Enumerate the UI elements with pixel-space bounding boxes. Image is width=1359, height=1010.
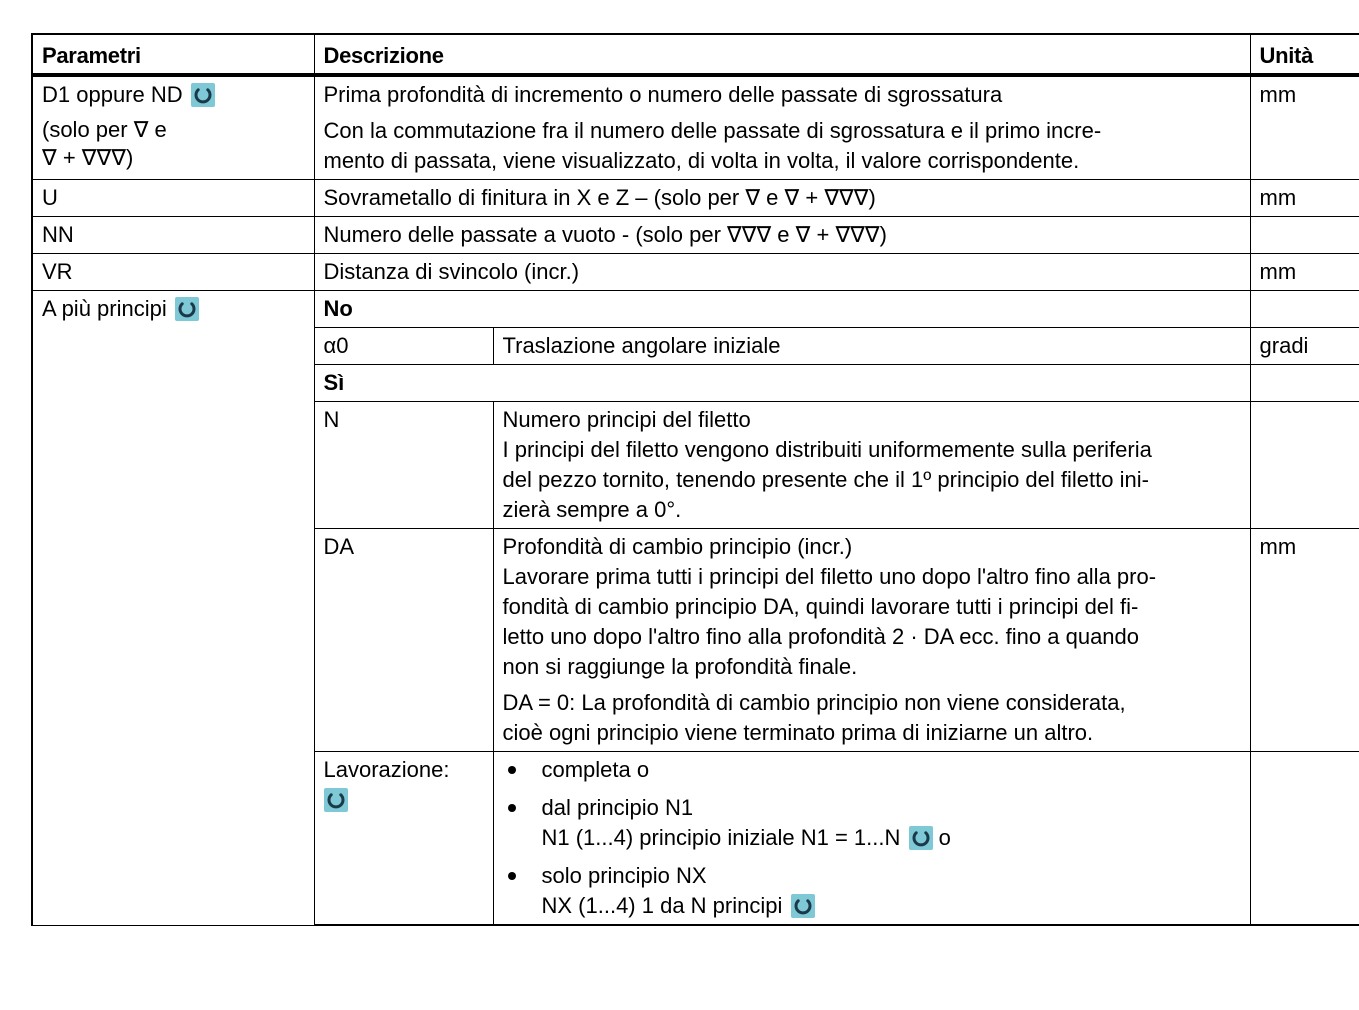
unit-cell-multi-si (1250, 365, 1359, 402)
desc-da-line3: fondità di cambio principio DA, quindi lavorare tutti i principi del fi- (502, 594, 1139, 619)
option-dal-principio-detail: N1 (1...4) principio iniziale N1 = 1...N (541, 825, 901, 850)
option-solo-principio: solo principio NX (541, 863, 707, 888)
desc-cell-vr: Distanza di svincolo (incr.) (314, 254, 1250, 291)
table-header-row (32, 34, 1359, 75)
unit-cell-nn (1250, 217, 1359, 254)
table-row-vr (32, 254, 1359, 291)
param-cell-nn: NN (32, 217, 314, 254)
param-note-d1-line1: (solo per ∇ e (42, 117, 167, 142)
toggle-select-icon (324, 788, 348, 812)
table-row-nn (32, 217, 1359, 254)
desc-da-line5: non si raggiunge la profondità finale. (502, 654, 858, 679)
desc-d1-line2a: Con la commutazione fra il numero delle passate di sgrossatura e il primo incre- (323, 118, 1102, 143)
param-name-lavorazione: Lavorazione: (323, 757, 450, 782)
table-row-d1 (32, 75, 1359, 180)
desc-n-line3: del pezzo tornito, tenendo presente che il 1º principio del filetto ini- (502, 467, 1149, 492)
toggle-select-icon (191, 83, 215, 107)
desc-cell-lavorazione (493, 752, 1250, 926)
desc-da-line4: letto uno dopo l'altro fino alla profondità 2 · DA ecc. fino a quando (502, 624, 1140, 649)
toggle-select-icon (791, 894, 815, 918)
param-cell-vr: VR (32, 254, 314, 291)
desc-da-line2: Lavorare prima tutti i principi del filetto uno dopo l'altro fino alla pro- (502, 564, 1157, 589)
option-dal-principio: dal principio N1 (541, 795, 694, 820)
desc-cell-u: Sovrametallo di finitura in X e Z – (solo per ∇ e ∇ + ∇∇∇) (314, 180, 1250, 217)
desc-cell-da (493, 529, 1250, 752)
param-name-d1: D1 oppure ND (42, 82, 183, 107)
table-row-multi-no (32, 291, 1359, 328)
param-cell-multi (32, 291, 314, 926)
unit-cell-multi-no (1250, 291, 1359, 328)
unit-cell-vr: mm (1250, 254, 1359, 291)
header-descrizione: Descrizione (314, 34, 1250, 75)
desc-cell-alpha0: Traslazione angolare iniziale (493, 328, 1250, 365)
header-unita: Unità (1250, 34, 1359, 75)
unit-cell-n (1250, 402, 1359, 529)
desc-n-line1: Numero principi del filetto (502, 407, 751, 432)
unit-cell-da: mm (1250, 529, 1359, 752)
desc-n-line2: I principi del filetto vengono distribuiti uniformemente sulla periferia (502, 437, 1152, 462)
param-cell-u: U (32, 180, 314, 217)
desc-da-line7: cioè ogni principio viene terminato prima di iniziarne un altro. (502, 720, 1094, 745)
unit-cell-d1: mm (1250, 75, 1359, 180)
param-cell-da: DA (314, 529, 493, 752)
desc-da-line1: Profondità di cambio principio (incr.) (502, 534, 853, 559)
unit-cell-alpha0: gradi (1250, 328, 1359, 365)
param-name-multi: A più principi (42, 296, 167, 321)
desc-cell-n (493, 402, 1250, 529)
desc-d1-line2b: mento di passata, viene visualizzato, di volta in volta, il valore corrispondente. (323, 148, 1080, 173)
desc-da-line6: DA = 0: La profondità di cambio principio non viene considerata, (502, 690, 1126, 715)
list-item (503, 793, 1241, 853)
param-cell-n: N (314, 402, 493, 529)
option-si-label: Sì (314, 365, 1250, 402)
unit-cell-lavorazione (1250, 752, 1359, 926)
unit-cell-u: mm (1250, 180, 1359, 217)
option-solo-principio-detail: NX (1...4) 1 da N principi (541, 893, 783, 918)
desc-cell-nn: Numero delle passate a vuoto - (solo per ∇∇∇ e ∇ + ∇∇∇) (314, 217, 1250, 254)
desc-n-line4: zierà sempre a 0°. (502, 497, 682, 522)
toggle-select-icon (175, 297, 199, 321)
lavorazione-options-list (503, 755, 1241, 921)
desc-d1-line1: Prima profondità di incremento o numero delle passate di sgrossatura (323, 82, 1003, 107)
desc-cell-d1 (314, 75, 1250, 180)
toggle-select-icon (909, 826, 933, 850)
option-completa: completa o (541, 757, 650, 782)
param-note-d1-line2: ∇ + ∇∇∇) (42, 145, 134, 170)
param-cell-d1 (32, 75, 314, 180)
param-cell-alpha0: α0 (314, 328, 493, 365)
header-parametri: Parametri (32, 34, 314, 75)
option-dal-principio-suffix: o (938, 825, 951, 850)
list-item (503, 861, 1241, 921)
param-cell-lavorazione (314, 752, 493, 926)
parameter-table (31, 33, 1359, 926)
table-row-u (32, 180, 1359, 217)
list-item (503, 755, 1241, 785)
option-no-label: No (314, 291, 1250, 328)
